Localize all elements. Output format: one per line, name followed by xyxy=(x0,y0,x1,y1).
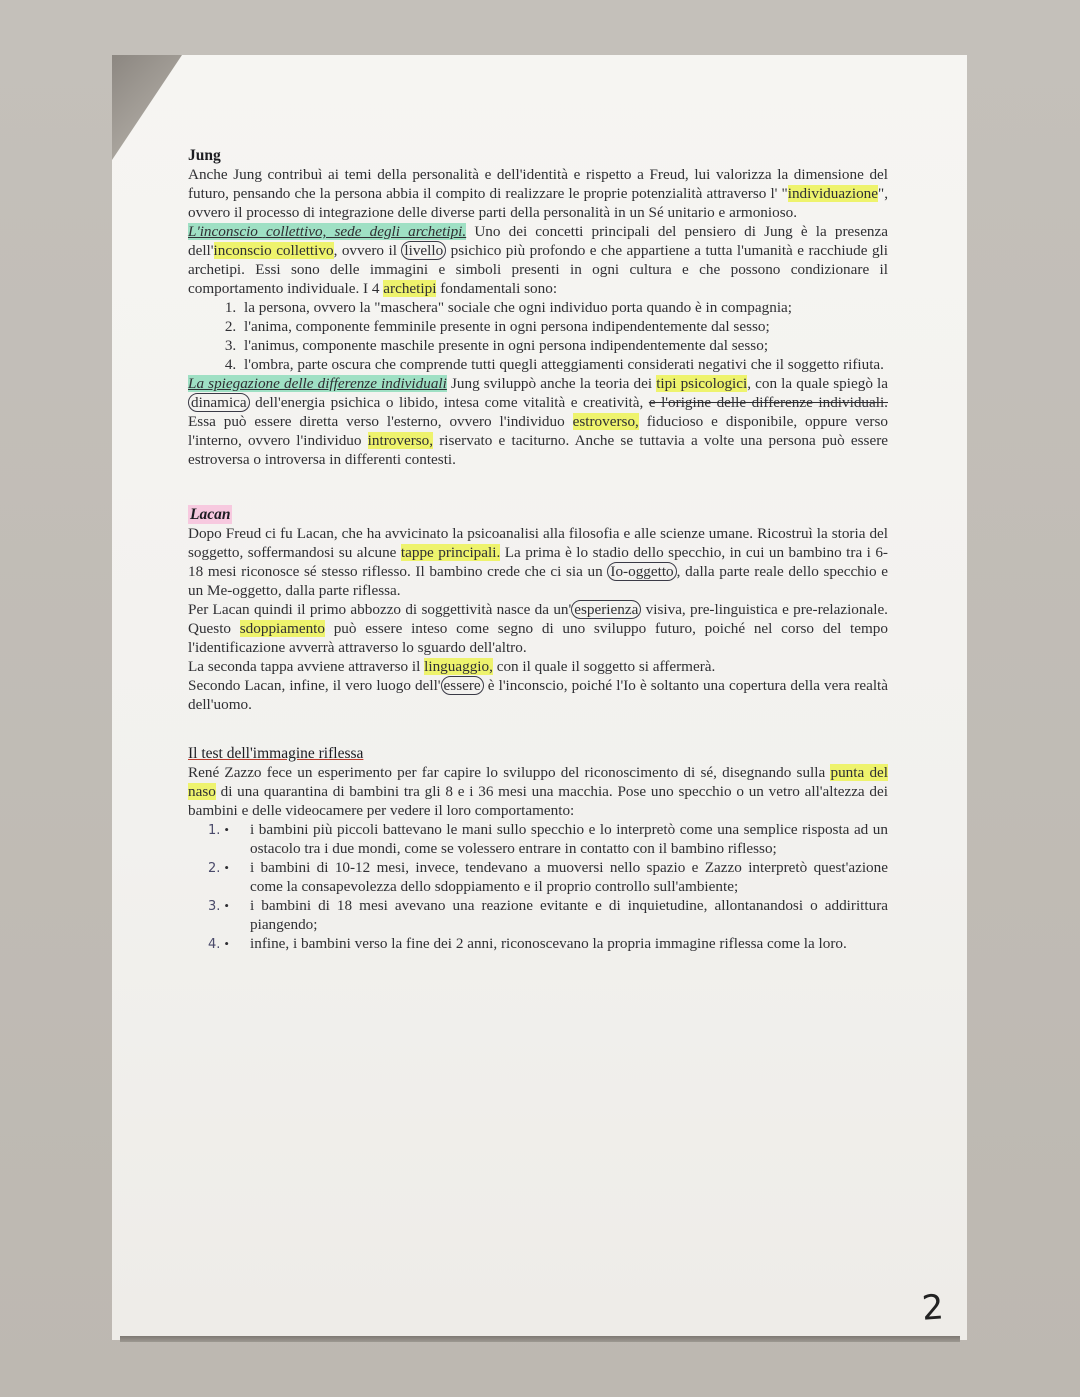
jung-differenze-paragraph: La spiegazione delle differenze individuali Jung sviluppò anche la teoria dei tipi psicologici, con la quale spiegò la dinamica dell'energia psichica o libido, intesa come vitalità e creatività, e l'origine delle differenze individuali. Essa può essere diretta verso l'esterno, ovvero l'individuo estroverso, fiducioso e disponibile, oppure verso l'interno, ovvero l'individuo introverso, riservato e taciturno. Anche se tuttavia a volte una persona può essere estroversa o introversa in differenti contesti. xyxy=(188,375,888,468)
lacan-section xyxy=(188,505,888,714)
handwritten-number: 3. xyxy=(208,899,221,914)
page-number: 2 xyxy=(920,1287,946,1329)
test-title: Il test dell'immagine riflessa xyxy=(188,745,364,762)
handwritten-number: 4. xyxy=(208,937,221,952)
list-item: 4. l'ombra, parte oscura che comprende tutti quegli atteggiamenti considerati negativi che il soggetto rifiuta. xyxy=(240,355,888,374)
circled-essere: essere xyxy=(441,676,484,695)
list-item: 2. • i bambini di 10-12 mesi, invece, tendevano a muoversi nello spazio e Zazzo interpretò quest'azione come la consapevolezza dello sdoppiamento e il proprio controllo sull'ambiente; xyxy=(208,859,888,895)
circled-livello: livello xyxy=(401,241,446,260)
jung-section xyxy=(188,146,888,469)
lacan-paragraph-3: La seconda tappa avviene attraverso il linguaggio, con il quale il soggetto si affermerà. xyxy=(188,658,716,675)
bullet-icon: • xyxy=(224,860,229,875)
lacan-title: Lacan xyxy=(190,506,231,523)
highlight-inconscio-collettivo: inconscio collettivo xyxy=(213,242,334,259)
circled-io-oggetto: Io-oggetto xyxy=(607,562,676,581)
bullet-icon: • xyxy=(224,898,229,913)
highlight-individuazione: individuazione xyxy=(787,185,878,202)
lacan-paragraph-4: Secondo Lacan, infine, il vero luogo dell' essere è l'inconscio, poiché l'Io è soltanto una copertura della vera realtà dell'uomo. xyxy=(188,677,888,713)
test-section xyxy=(188,744,888,953)
highlight-archetipi: archetipi xyxy=(383,280,437,297)
inconscio-subheading: L'inconscio collettivo, sede degli archetipi. xyxy=(188,223,467,240)
circled-esperienza: esperienza xyxy=(571,600,641,619)
jung-inconscio-paragraph: L'inconscio collettivo, sede degli archetipi. Uno dei concetti principali del pensiero di Jung è la presenza dell'inconscio collettivo, ovvero il livello psichico più profondo e che appartiene a tutta l'umanità e racchiude gli archetipi. Essi sono delle immagini e simboli presenti in ogni cultura e che possono condizionare il comportamento individuale. I 4 archetipi fondamentali sono: xyxy=(188,223,889,297)
list-item: 1. la persona, ovvero la "maschera" sociale che ogni individuo porta quando è in compagnia; xyxy=(240,298,888,317)
struck-text: e l'origine delle differenze individuali. xyxy=(648,394,888,411)
handwritten-number: 2. xyxy=(208,861,221,876)
differenze-subheading: La spiegazione delle differenze individuali xyxy=(188,375,447,392)
list-item: 4. • infine, i bambini verso la fine dei 2 anni, riconoscevano la propria immagine riflessa come la loro. xyxy=(208,935,847,952)
bullet-icon: • xyxy=(224,936,229,951)
highlight-linguaggio: linguaggio, xyxy=(424,658,493,675)
highlight-tappe-principali: tappe principali. xyxy=(400,544,501,561)
list-item: 2. l'anima, componente femminile presente in ogni persona indipendentemente dal sesso; xyxy=(240,317,888,336)
observations-list xyxy=(200,820,888,953)
jung-title: Jung xyxy=(188,147,221,164)
list-item: 3. • i bambini di 18 mesi avevano una reazione evitante e di inquietudine, allontanandosi o addirittura piangendo; xyxy=(208,897,888,933)
list-item: 3. l'animus, componente maschile presente in ogni persona indipendentemente dal sesso; xyxy=(240,336,888,355)
list-item: 1. • i bambini più piccoli battevano le mani sullo specchio e lo interpretò come una semplice risposta ad un ostacolo tra i due mondi, come se volessero entrare in contatto con il bambino riflesso; xyxy=(208,821,888,857)
highlight-punta-del-naso: punta del naso xyxy=(188,764,888,800)
highlight-sdoppiamento: sdoppiamento xyxy=(239,620,325,637)
lacan-paragraph-2: Per Lacan quindi il primo abbozzo di soggettività nasce da un' esperienza visiva, pre-linguistica e pre-relazionale. Questo sdoppiamento può essere inteso come segno di uno sviluppo futuro, poiché nel corso del tempo l'identificazione avverrà attraverso lo sguardo dell'altro. xyxy=(188,601,888,656)
bullet-icon: • xyxy=(224,822,229,837)
handwritten-number: 1. xyxy=(208,823,221,838)
highlight-introverso: introverso, xyxy=(367,432,434,449)
highlight-tipi-psicologici: tipi psicologici xyxy=(656,375,748,392)
archetypes-list xyxy=(210,298,888,374)
lacan-paragraph-1: Dopo Freud ci fu Lacan, che ha avvicinato la psicoanalisi alla filosofia e alle scienze umane. Ricostruì la storia del soggetto, soffermandosi su alcune tappe principali. La prima è lo stadio dello specchio, in cui un bambino tra i 6-18 mesi riconosce sé stesso riflesso. Il bambino crede che ci sia un Io-oggetto , dalla parte reale dello specchio e un Me-oggetto, dalla parte riflessa. xyxy=(188,525,888,599)
page-content xyxy=(188,146,888,953)
page-bottom-edge xyxy=(120,1336,960,1342)
test-paragraph: René Zazzo fece un esperimento per far capire lo sviluppo del riconoscimento di sé, disegnando sulla punta del naso di una quarantina di bambini tra gli 8 e i 36 mesi una macchia. Pose uno specchio o un vetro all'altezza dei bambini e delle videocamere per vedere il loro comportamento: xyxy=(188,764,888,819)
jung-intro: Anche Jung contribuì ai temi della personalità e dell'identità e rispetto a Freud, lui valorizza la dimensione del futuro, pensando che la persona abbia il compito di realizzare le proprie potenzialità attraverso l' "individuazione", ovvero il processo di integrazione delle diverse parti della personalità in un Sé unitario e armonioso. xyxy=(188,166,888,221)
highlight-estroverso: estroverso, xyxy=(572,413,639,430)
circled-dinamica: dinamica xyxy=(188,393,250,412)
